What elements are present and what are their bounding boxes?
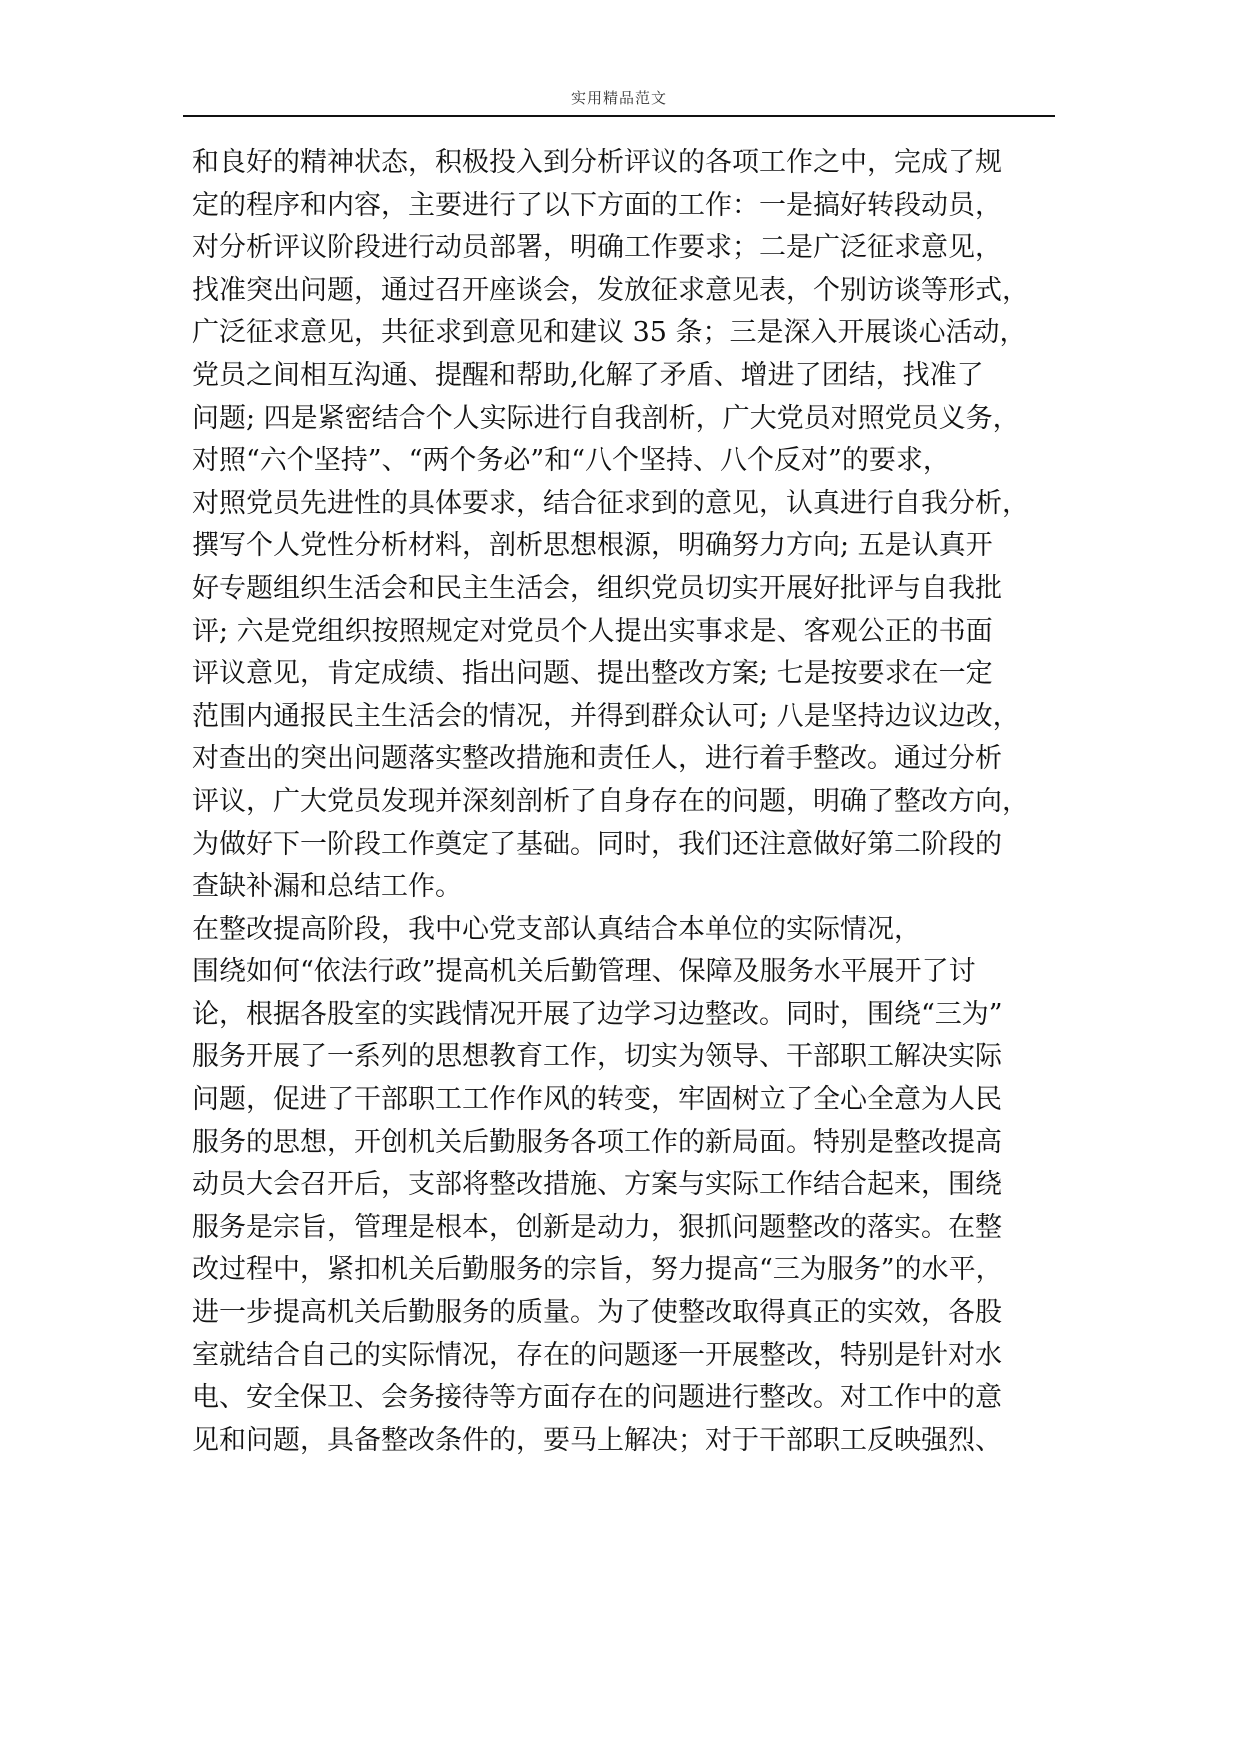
text-line: 服务是宗旨，管理是根本，创新是动力，狠抓问题整改的落实。在整	[192, 1211, 1002, 1243]
text-line: 查缺补漏和总结工作。	[192, 871, 462, 903]
text-line: 评议意见，肯定成绩、指出问题、提出整改方案; 七是按要求在一定	[192, 658, 993, 690]
text-line: 为做好下一阶段工作奠定了基础。同时，我们还注意做好第二阶段的	[192, 828, 1002, 860]
header-divider	[183, 115, 1055, 117]
text-line: 问题; 四是紧密结合个人实际进行自我剖析，广大党员对照党员义务，	[192, 402, 1020, 434]
page-header-title: 实用精品范文	[570, 89, 667, 107]
text-line: 电、安全保卫、会务接待等方面存在的问题进行整改。对工作中的意	[192, 1382, 1002, 1414]
text-line: 改过程中，紧扣机关后勤服务的宗旨，努力提高“三为服务”的水平，	[192, 1254, 1003, 1286]
text-line: 服务开展了一系列的思想教育工作，切实为领导、干部职工解决实际	[192, 1041, 1002, 1073]
text-line: 问题，促进了干部职工工作作风的转变，牢固树立了全心全意为人民	[192, 1084, 1002, 1116]
text-line: 论，根据各股室的实践情况开展了边学习边整改。同时，围绕“三为”	[192, 998, 1003, 1030]
text-line: 找准突出问题，通过召开座谈会，发放征求意见表，个别访谈等形式，	[192, 274, 1029, 306]
text-line: 评议，广大党员发现并深刻剖析了自身存在的问题，明确了整改方向，	[192, 785, 1029, 817]
text-line: 围绕如何“依法行政”提高机关后勤管理、保障及服务水平展开了讨	[192, 956, 976, 988]
text-line: 服务的思想，开创机关后勤服务各项工作的新局面。特别是整改提高	[192, 1126, 1002, 1158]
text-line: 对照“六个坚持”、“两个务必”和“八个坚持、八个反对”的要求，	[192, 445, 950, 477]
text-line: 广泛征求意见，共征求到意见和建议 35 条；三是深入开展谈心活动，	[192, 317, 1027, 349]
text-line: 对照党员先进性的具体要求，结合征求到的意见，认真进行自我分析，	[192, 487, 1029, 519]
document-body	[192, 142, 1052, 1462]
text-line: 在整改提高阶段，我中心党支部认真结合本单位的实际情况，	[192, 913, 921, 945]
text-line: 见和问题，具备整改条件的，要马上解决；对于干部职工反映强烈、	[192, 1424, 1002, 1456]
text-line: 评; 六是党组织按照规定对党员个人提出实事求是、客观公正的书面	[192, 615, 993, 647]
text-line: 定的程序和内容，主要进行了以下方面的工作：一是搞好转段动员，	[192, 189, 1002, 221]
text-line: 和良好的精神状态，积极投入到分析评议的各项工作之中，完成了规	[192, 147, 1002, 178]
text-line: 范围内通报民主生活会的情况，并得到群众认可; 八是坚持边议边改，	[192, 700, 1020, 732]
text-line: 动员大会召开后，支部将整改措施、方案与实际工作结合起来，围绕	[192, 1169, 1002, 1201]
text-line: 对分析评议阶段进行动员部署，明确工作要求；二是广泛征求意见，	[192, 232, 1002, 264]
text-line: 进一步提高机关后勤服务的质量。为了使整改取得真正的实效，各股	[192, 1297, 1002, 1329]
text-line: 好专题组织生活会和民主生活会，组织党员切实开展好批评与自我批	[192, 572, 1002, 604]
text-line: 撰写个人党性分析材料，剖析思想根源，明确努力方向; 五是认真开	[192, 530, 993, 562]
text-line: 对查出的突出问题落实整改措施和责任人，进行着手整改。通过分析	[192, 743, 1002, 775]
text-line: 室就结合自己的实际情况，存在的问题逐一开展整改，特别是针对水	[192, 1339, 1002, 1371]
text-line: 党员之间相互沟通、提醒和帮助,化解了矛盾、增进了团结，找准了	[192, 359, 984, 391]
